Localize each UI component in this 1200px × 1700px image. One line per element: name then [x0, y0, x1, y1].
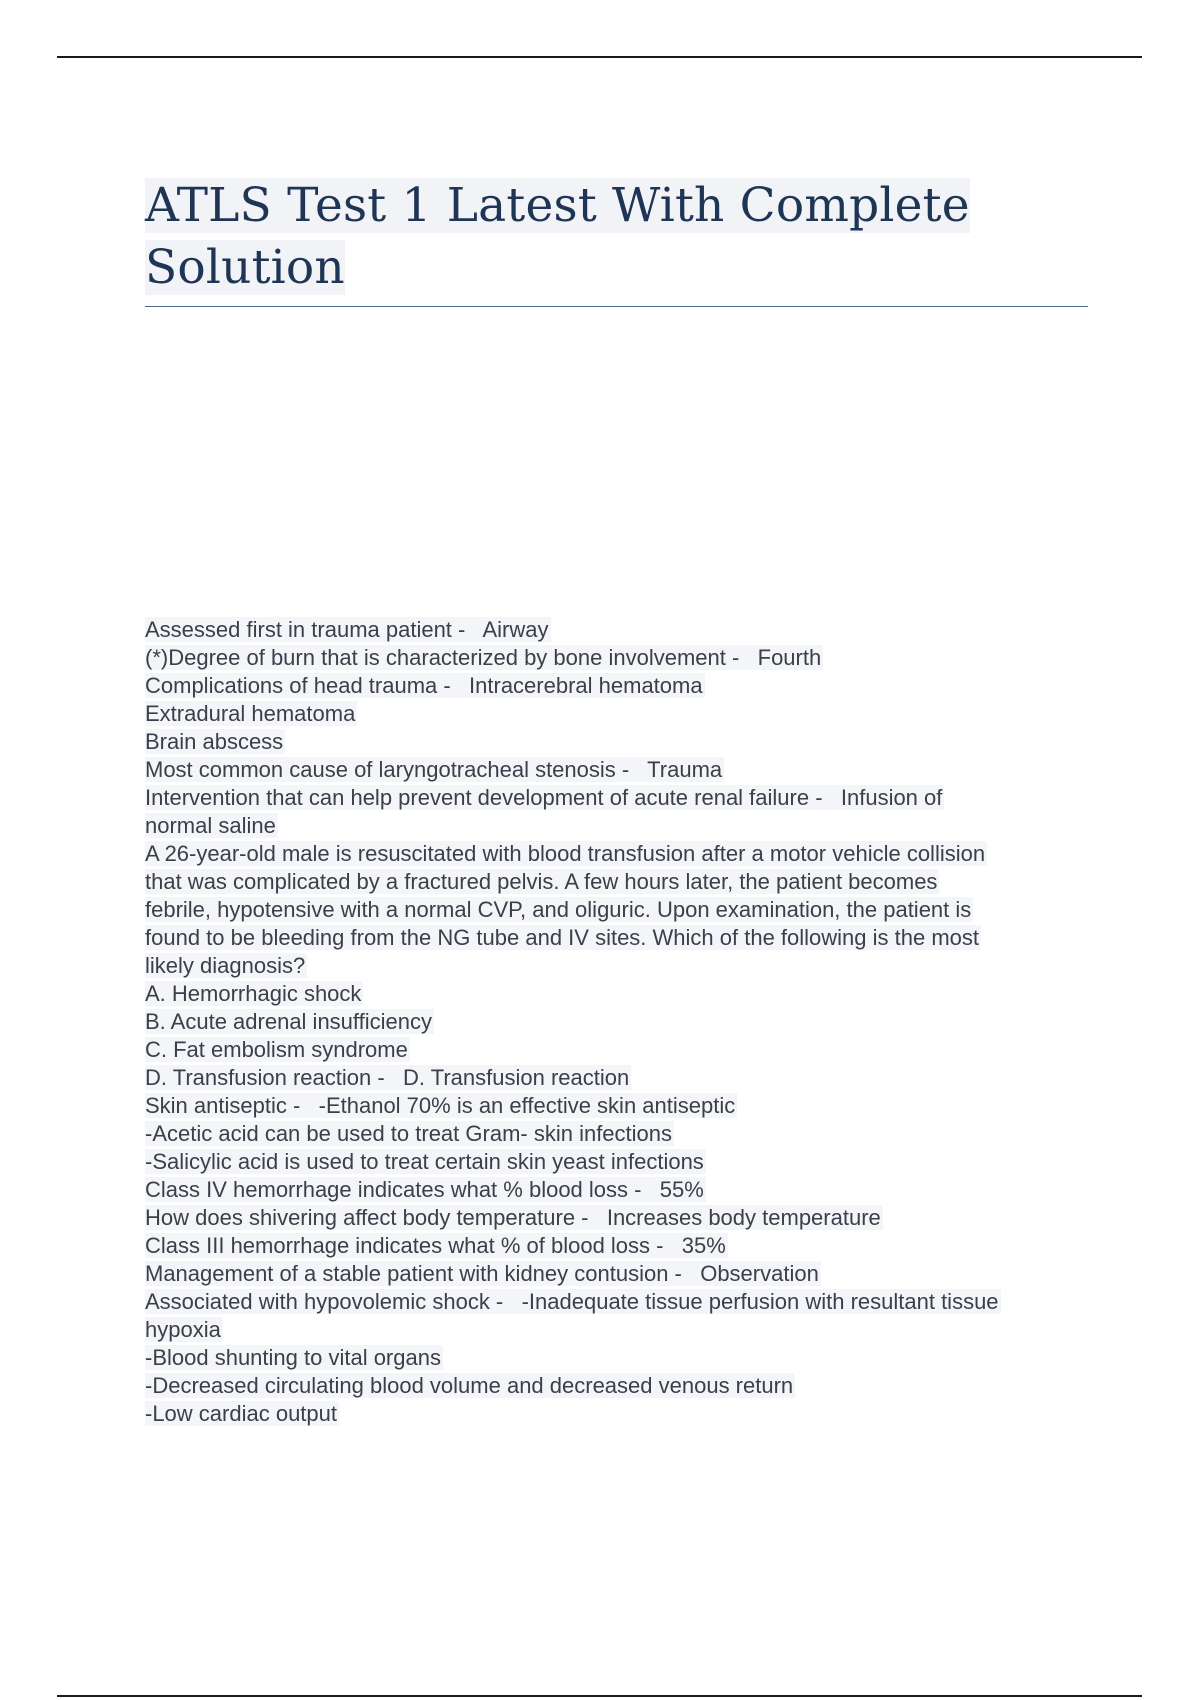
- text-line: [145, 1316, 1105, 1344]
- line-text: C. Fat embolism syndrome: [145, 1037, 408, 1062]
- text-line: [145, 616, 1105, 644]
- text-line: [145, 1288, 1105, 1316]
- page-bottom-rule: [57, 1695, 1142, 1697]
- text-line: [145, 1092, 1105, 1120]
- line-text: -Blood shunting to vital organs: [145, 1345, 441, 1370]
- text-line: [145, 1372, 1105, 1400]
- text-line: [145, 924, 1105, 952]
- line-text: Intervention that can help prevent development of acute renal failure - Infusion of: [145, 785, 943, 810]
- line-text: A. Hemorrhagic shock: [145, 981, 362, 1006]
- document-title: [145, 175, 1088, 299]
- line-text: Class III hemorrhage indicates what % of blood loss - 35%: [145, 1233, 726, 1258]
- text-line: [145, 1064, 1105, 1092]
- document-body: [145, 616, 1105, 1428]
- line-text: (*)Degree of burn that is characterized by bone involvement - Fourth: [145, 645, 822, 670]
- text-line: [145, 1120, 1105, 1148]
- line-text: Skin antiseptic - -Ethanol 70% is an effective skin antiseptic: [145, 1093, 736, 1118]
- text-line: [145, 728, 1105, 756]
- line-text: D. Transfusion reaction - D. Transfusion reaction: [145, 1065, 630, 1090]
- line-text: A 26-year-old male is resuscitated with blood transfusion after a motor vehicle collision: [145, 841, 986, 866]
- title-line-1: ATLS Test 1 Latest With Complete: [145, 178, 970, 233]
- text-line: [145, 700, 1105, 728]
- line-text: hypoxia: [145, 1317, 221, 1342]
- text-line: [145, 868, 1105, 896]
- line-text: found to be bleeding from the NG tube and IV sites. Which of the following is the most: [145, 925, 980, 950]
- line-text: likely diagnosis?: [145, 953, 306, 978]
- line-text: Associated with hypovolemic shock - -Inadequate tissue perfusion with resultant tissue: [145, 1289, 999, 1314]
- text-line: [145, 980, 1105, 1008]
- text-line: [145, 1232, 1105, 1260]
- text-line: [145, 1148, 1105, 1176]
- text-line: [145, 756, 1105, 784]
- line-text: Most common cause of laryngotracheal stenosis - Trauma: [145, 757, 723, 782]
- line-text: Management of a stable patient with kidney contusion - Observation: [145, 1261, 819, 1286]
- line-text: Class IV hemorrhage indicates what % blood loss - 55%: [145, 1177, 704, 1202]
- text-line: [145, 1036, 1105, 1064]
- title-underline-rule: [145, 306, 1088, 307]
- line-text: that was complicated by a fractured pelvis. A few hours later, the patient becomes: [145, 869, 938, 894]
- text-line: [145, 672, 1105, 700]
- line-text: -Salicylic acid is used to treat certain skin yeast infections: [145, 1149, 704, 1174]
- text-line: [145, 896, 1105, 924]
- text-line: [145, 784, 1105, 812]
- document-title-block: [145, 175, 1088, 299]
- line-text: normal saline: [145, 813, 276, 838]
- text-line: [145, 812, 1105, 840]
- text-line: [145, 840, 1105, 868]
- line-text: How does shivering affect body temperature - Increases body temperature: [145, 1205, 881, 1230]
- text-line: [145, 1176, 1105, 1204]
- text-line: [145, 952, 1105, 980]
- text-line: [145, 1204, 1105, 1232]
- line-text: B. Acute adrenal insufficiency: [145, 1009, 432, 1034]
- line-text: -Low cardiac output: [145, 1401, 337, 1426]
- text-line: [145, 1344, 1105, 1372]
- text-line: [145, 1400, 1105, 1428]
- text-line: [145, 1260, 1105, 1288]
- line-text: febrile, hypotensive with a normal CVP, and oliguric. Upon examination, the patient is: [145, 897, 972, 922]
- text-line: [145, 1008, 1105, 1036]
- page-top-rule: [57, 56, 1142, 58]
- line-text: Complications of head trauma - Intracerebral hematoma: [145, 673, 703, 698]
- line-text: Assessed first in trauma patient - Airway: [145, 617, 549, 642]
- line-text: -Decreased circulating blood volume and decreased venous return: [145, 1373, 794, 1398]
- title-line-2: Solution: [145, 240, 345, 295]
- line-text: Brain abscess: [145, 729, 284, 754]
- line-text: -Acetic acid can be used to treat Gram- skin infections: [145, 1121, 673, 1146]
- text-line: [145, 644, 1105, 672]
- line-text: Extradural hematoma: [145, 701, 356, 726]
